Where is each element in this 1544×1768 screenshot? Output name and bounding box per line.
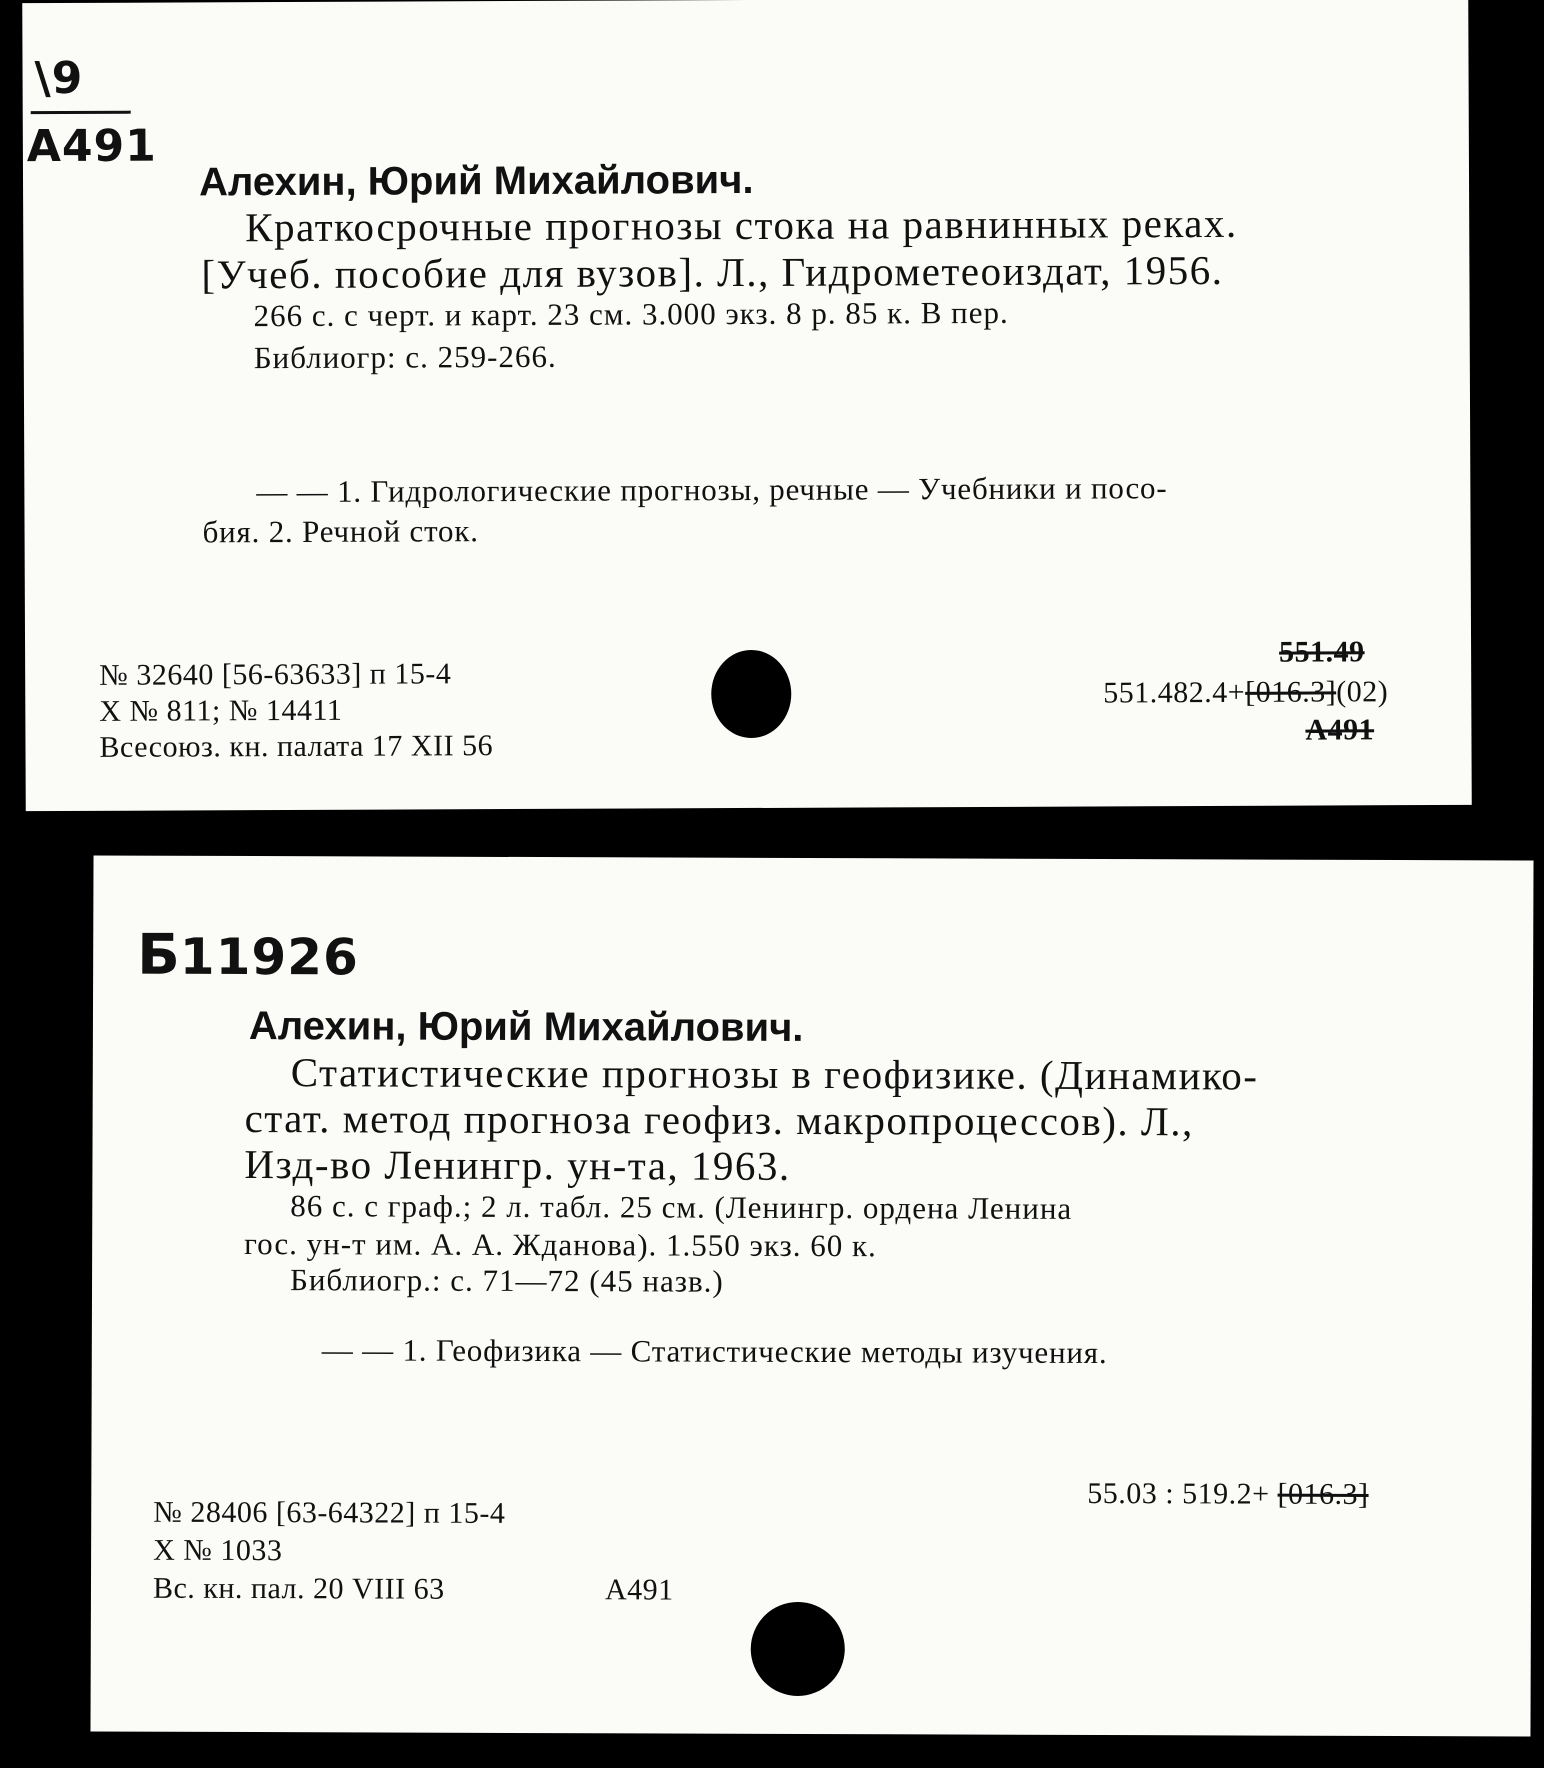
card2-class-main: 55.03 : 519.2+	[1087, 1476, 1278, 1511]
card1-description-line1: 266 с. с черт. и карт. 23 см. 3.000 экз. 8 р. 85 к. В пер.	[253, 294, 1009, 334]
card2-footer-line1: № 28406 [63-64322] п 15-4	[153, 1495, 506, 1530]
card1-title-line2: [Учеб. пособие для вузов]. Л., Гидрометеоиздат, 1956.	[201, 246, 1224, 298]
card2-description-line1: 86 с. с граф.; 2 л. табл. 25 см. (Ленингр. ордена Ленина	[290, 1188, 1073, 1226]
catalog-card-1	[22, 0, 1472, 811]
card2-footer-line3: Вс. кн. пал. 20 VIII 63	[152, 1571, 445, 1606]
card2-class-bracket-struck: [016.3]	[1277, 1477, 1369, 1511]
card2-description-line3: Библиогр.: с. 71—72 (45 назв.)	[289, 1262, 724, 1299]
card1-footer-line1: № 32640 [56-63633] п 15-4	[99, 657, 452, 692]
card2-description-line2: гос. ун-т им. А. А. Жданова). 1.550 экз. 60 к.	[244, 1226, 877, 1264]
card2-footer-code: A491	[604, 1573, 674, 1607]
shelfmark-top: \9	[34, 52, 84, 105]
inventory-letter: Б	[137, 922, 180, 988]
catalog-card-2	[90, 855, 1533, 1736]
card2-author: Алехин, Юрий Михайлович.	[248, 1004, 804, 1050]
card1-description-line2: Библиогр: с. 259-266.	[253, 338, 557, 376]
card2-subjects-line1: — — 1. Геофизика — Статистические методы изучения.	[321, 1332, 1108, 1371]
punch-hole	[711, 650, 791, 738]
card1-subjects-line1: — — 1. Гидрологические прогнозы, речные — Учебники и посо-	[256, 470, 1168, 510]
punch-hole	[751, 1602, 845, 1696]
card1-title-line1: Краткосрочные прогнозы стока на равнинных реках.	[245, 199, 1238, 251]
card1-class-code: A491	[1305, 713, 1375, 747]
inventory-mark: Б11926	[137, 922, 359, 988]
card1-footer-line2: X № 811; № 14411	[99, 693, 343, 728]
shelfmark-divider	[31, 111, 131, 114]
card2-title-line2: стат. метод прогноза геофиз. макропроцессов). Л.,	[244, 1095, 1194, 1145]
card2-title-line3: Изд-во Ленингр. ун-та, 1963.	[244, 1141, 791, 1189]
card1-class-bracket-struck: [016.3]	[1245, 675, 1337, 709]
card1-subjects-line2: бия. 2. Речной сток.	[202, 513, 479, 550]
card2-footer-line2: X № 1033	[153, 1533, 283, 1568]
card1-class-number	[1103, 677, 1388, 708]
card1-class-main: 551.482.4+	[1103, 675, 1246, 710]
card1-class-extra: (02)	[1336, 675, 1389, 709]
card1-class-struck: 551.49	[1279, 635, 1365, 669]
card1-author: Алехин, Юрий Михайлович.	[198, 157, 754, 205]
card2-title-line1: Статистические прогнозы в геофизике. (Динамико-	[290, 1049, 1259, 1099]
card2-class-number	[1087, 1476, 1369, 1511]
shelfmark-bottom: A491	[26, 120, 157, 173]
card1-footer-line3: Всесоюз. кн. палата 17 XII 56	[99, 729, 494, 764]
